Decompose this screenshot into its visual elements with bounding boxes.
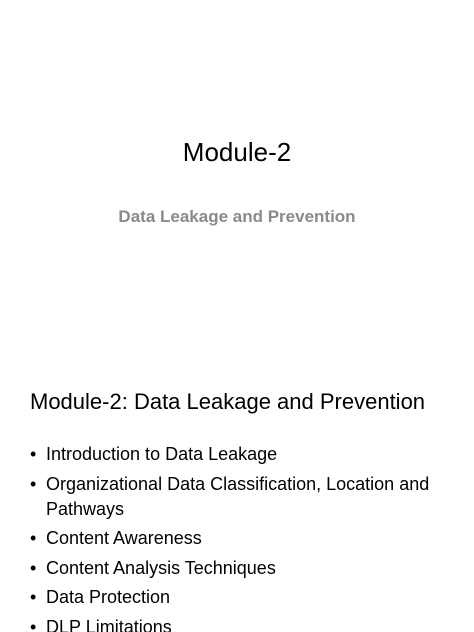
slide-subtitle: Data Leakage and Prevention bbox=[118, 207, 356, 226]
bullet-icon: • bbox=[30, 444, 37, 464]
content-slide-title: Module-2: Data Leakage and Prevention bbox=[30, 389, 426, 414]
slide-title: Module-2 bbox=[182, 137, 292, 167]
bullet-icon: • bbox=[30, 528, 37, 548]
bullet-text: DLP Limitations bbox=[46, 616, 172, 632]
bullet-text: Data Protection bbox=[46, 587, 171, 607]
bullet-item bbox=[30, 615, 450, 632]
bullet-icon: • bbox=[30, 616, 37, 632]
bullet-icon: • bbox=[30, 557, 37, 578]
bullet-text: Content Analysis Techniques bbox=[46, 557, 276, 578]
bullet-text: Introduction to Data Leakage bbox=[46, 444, 278, 464]
bullet-item bbox=[30, 556, 450, 581]
bullet-item bbox=[30, 472, 450, 522]
bullet-item bbox=[30, 526, 450, 551]
bullet-text: Content Awareness bbox=[46, 528, 202, 548]
bullet-list bbox=[30, 442, 450, 632]
bullet-icon: • bbox=[30, 473, 37, 494]
bullet-item bbox=[30, 442, 450, 467]
bullet-item bbox=[30, 585, 450, 610]
bullet-icon: • bbox=[30, 587, 37, 607]
content-slide bbox=[0, 356, 474, 632]
bullet-text: Organizational Data Classification, Location and Pathways bbox=[46, 473, 430, 519]
